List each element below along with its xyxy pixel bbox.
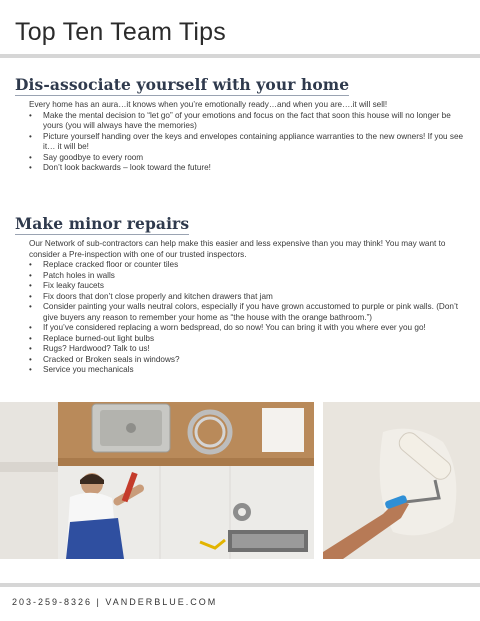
list-item: • Replace cracked floor or counter tiles [43,260,465,271]
list-item: • Fix doors that don’t close properly and kitchen drawers that jam [43,292,465,303]
section-heading: Dis-associate yourself with your home [15,75,350,94]
list-item: • Make the mental decision to “let go” of your emotions and focus on the fact that soon this house will no longer be yours (you will always have the memories) [43,111,465,132]
list-item: • Say goodbye to every room [43,153,465,164]
paint-roller-photo [323,402,480,559]
footer-contact: 203-259-8326 | VANDERBLUE.COM [12,597,218,607]
paint-roller-illustration [323,402,480,559]
list-item: • Patch holes in walls [43,271,465,282]
list-item: • Cracked or Broken seals in windows? [43,355,465,366]
section-intro: Every home has an aura…it knows when you’re emotionally ready…and when you are….it will sell! [29,100,388,109]
section-repairs [15,214,465,376]
list-item: • Replace burned-out light bulbs [43,334,465,345]
plumber-illustration [0,402,314,559]
section-heading: Make minor repairs [15,214,190,233]
plumber-photo [0,402,314,559]
list-item: • Picture yourself handing over the keys and envelopes containing appliance warranties to the new owners! If you see it… it will be! [43,132,465,153]
list-item: • Service you mechanicals [43,365,465,376]
list-item: • Fix leaky faucets [43,281,465,292]
list-item: • Don’t look backwards – look toward the future! [43,163,465,174]
header-divider [0,54,480,58]
list-item: • Consider painting your walls neutral colors, especially if you have grown accustomed to purple or pink walls. (Don’t give buyers any reason to remember your home as “the house with the orange bathroom.”) [43,302,465,323]
list-item: • If you’ve considered replacing a worn bedspread, do so now! You can bring it with you where ever you go! [43,323,465,334]
section-dissociate [15,75,465,174]
section-intro: Our Network of sub-contractors can help make this easier and less expensive than you may think! You may want to consider a Pre-inspection with one of our trusted inspectors. [29,239,446,259]
tips-list [15,111,465,174]
page-title: Top Ten Team Tips [15,18,226,46]
list-item: • Rugs? Hardwood? Talk to us! [43,344,465,355]
repairs-list [15,260,465,376]
footer-divider [0,583,480,587]
